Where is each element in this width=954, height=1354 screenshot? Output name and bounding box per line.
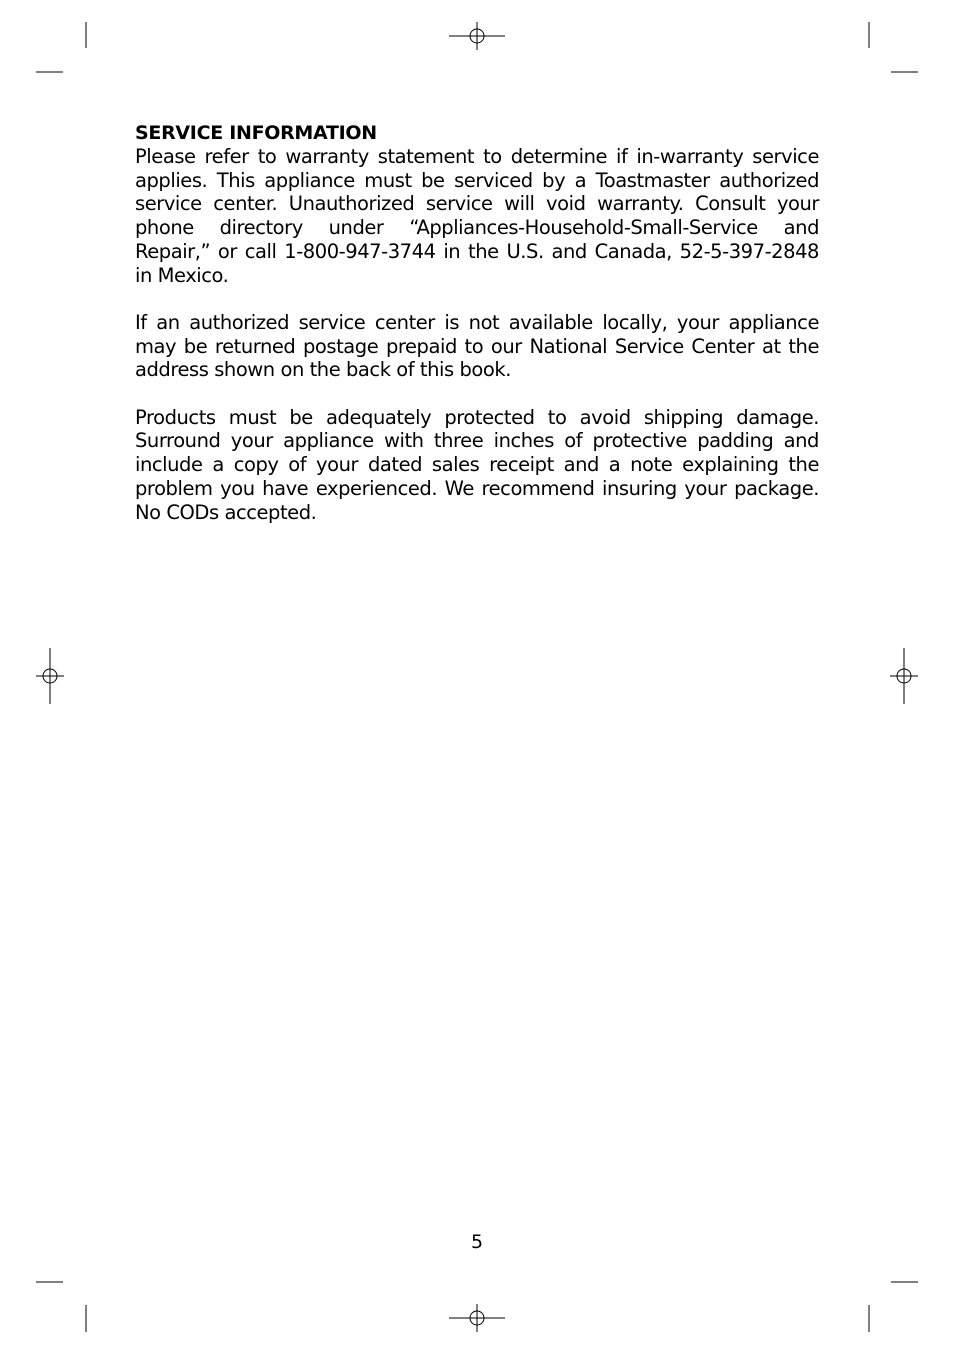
section-heading: SERVICE INFORMATION — [135, 122, 377, 144]
registration-mark-right — [890, 648, 918, 704]
paragraph-spacer — [135, 287, 819, 311]
service-paragraph-shipping: Products must be adequately protected to avoid shipping damage. Surround your appliance with three inches of protective padding and include a copy of your dated sales receipt and a note explaining the problem you have experienced. We recommend insuring your package. No CODs accepted. — [135, 405, 819, 524]
registration-mark-top — [449, 22, 505, 50]
service-paragraph-warranty: Please refer to warranty statement to determine if in-warranty service applies. This appliance must be serviced by a Toastmaster authorized service center. Unauthorized service will void warranty. Consult your phone directory under “Appliances-Household-Small-Service and Repair,” or call 1-800-947-3744 in the U.S. and Canada, 52-5-397-2848 in Mexico. — [135, 145, 819, 287]
registration-mark-bottom — [449, 1304, 505, 1332]
service-paragraph-national-center: If an authorized service center is not available locally, your appliance may be returned postage prepaid to our National Service Center at the address shown on the back of this book. — [135, 310, 819, 382]
paragraph-spacer — [135, 382, 819, 406]
page-number: 5 — [470, 1231, 484, 1253]
service-information-section — [135, 121, 819, 524]
registration-mark-left — [36, 648, 64, 704]
